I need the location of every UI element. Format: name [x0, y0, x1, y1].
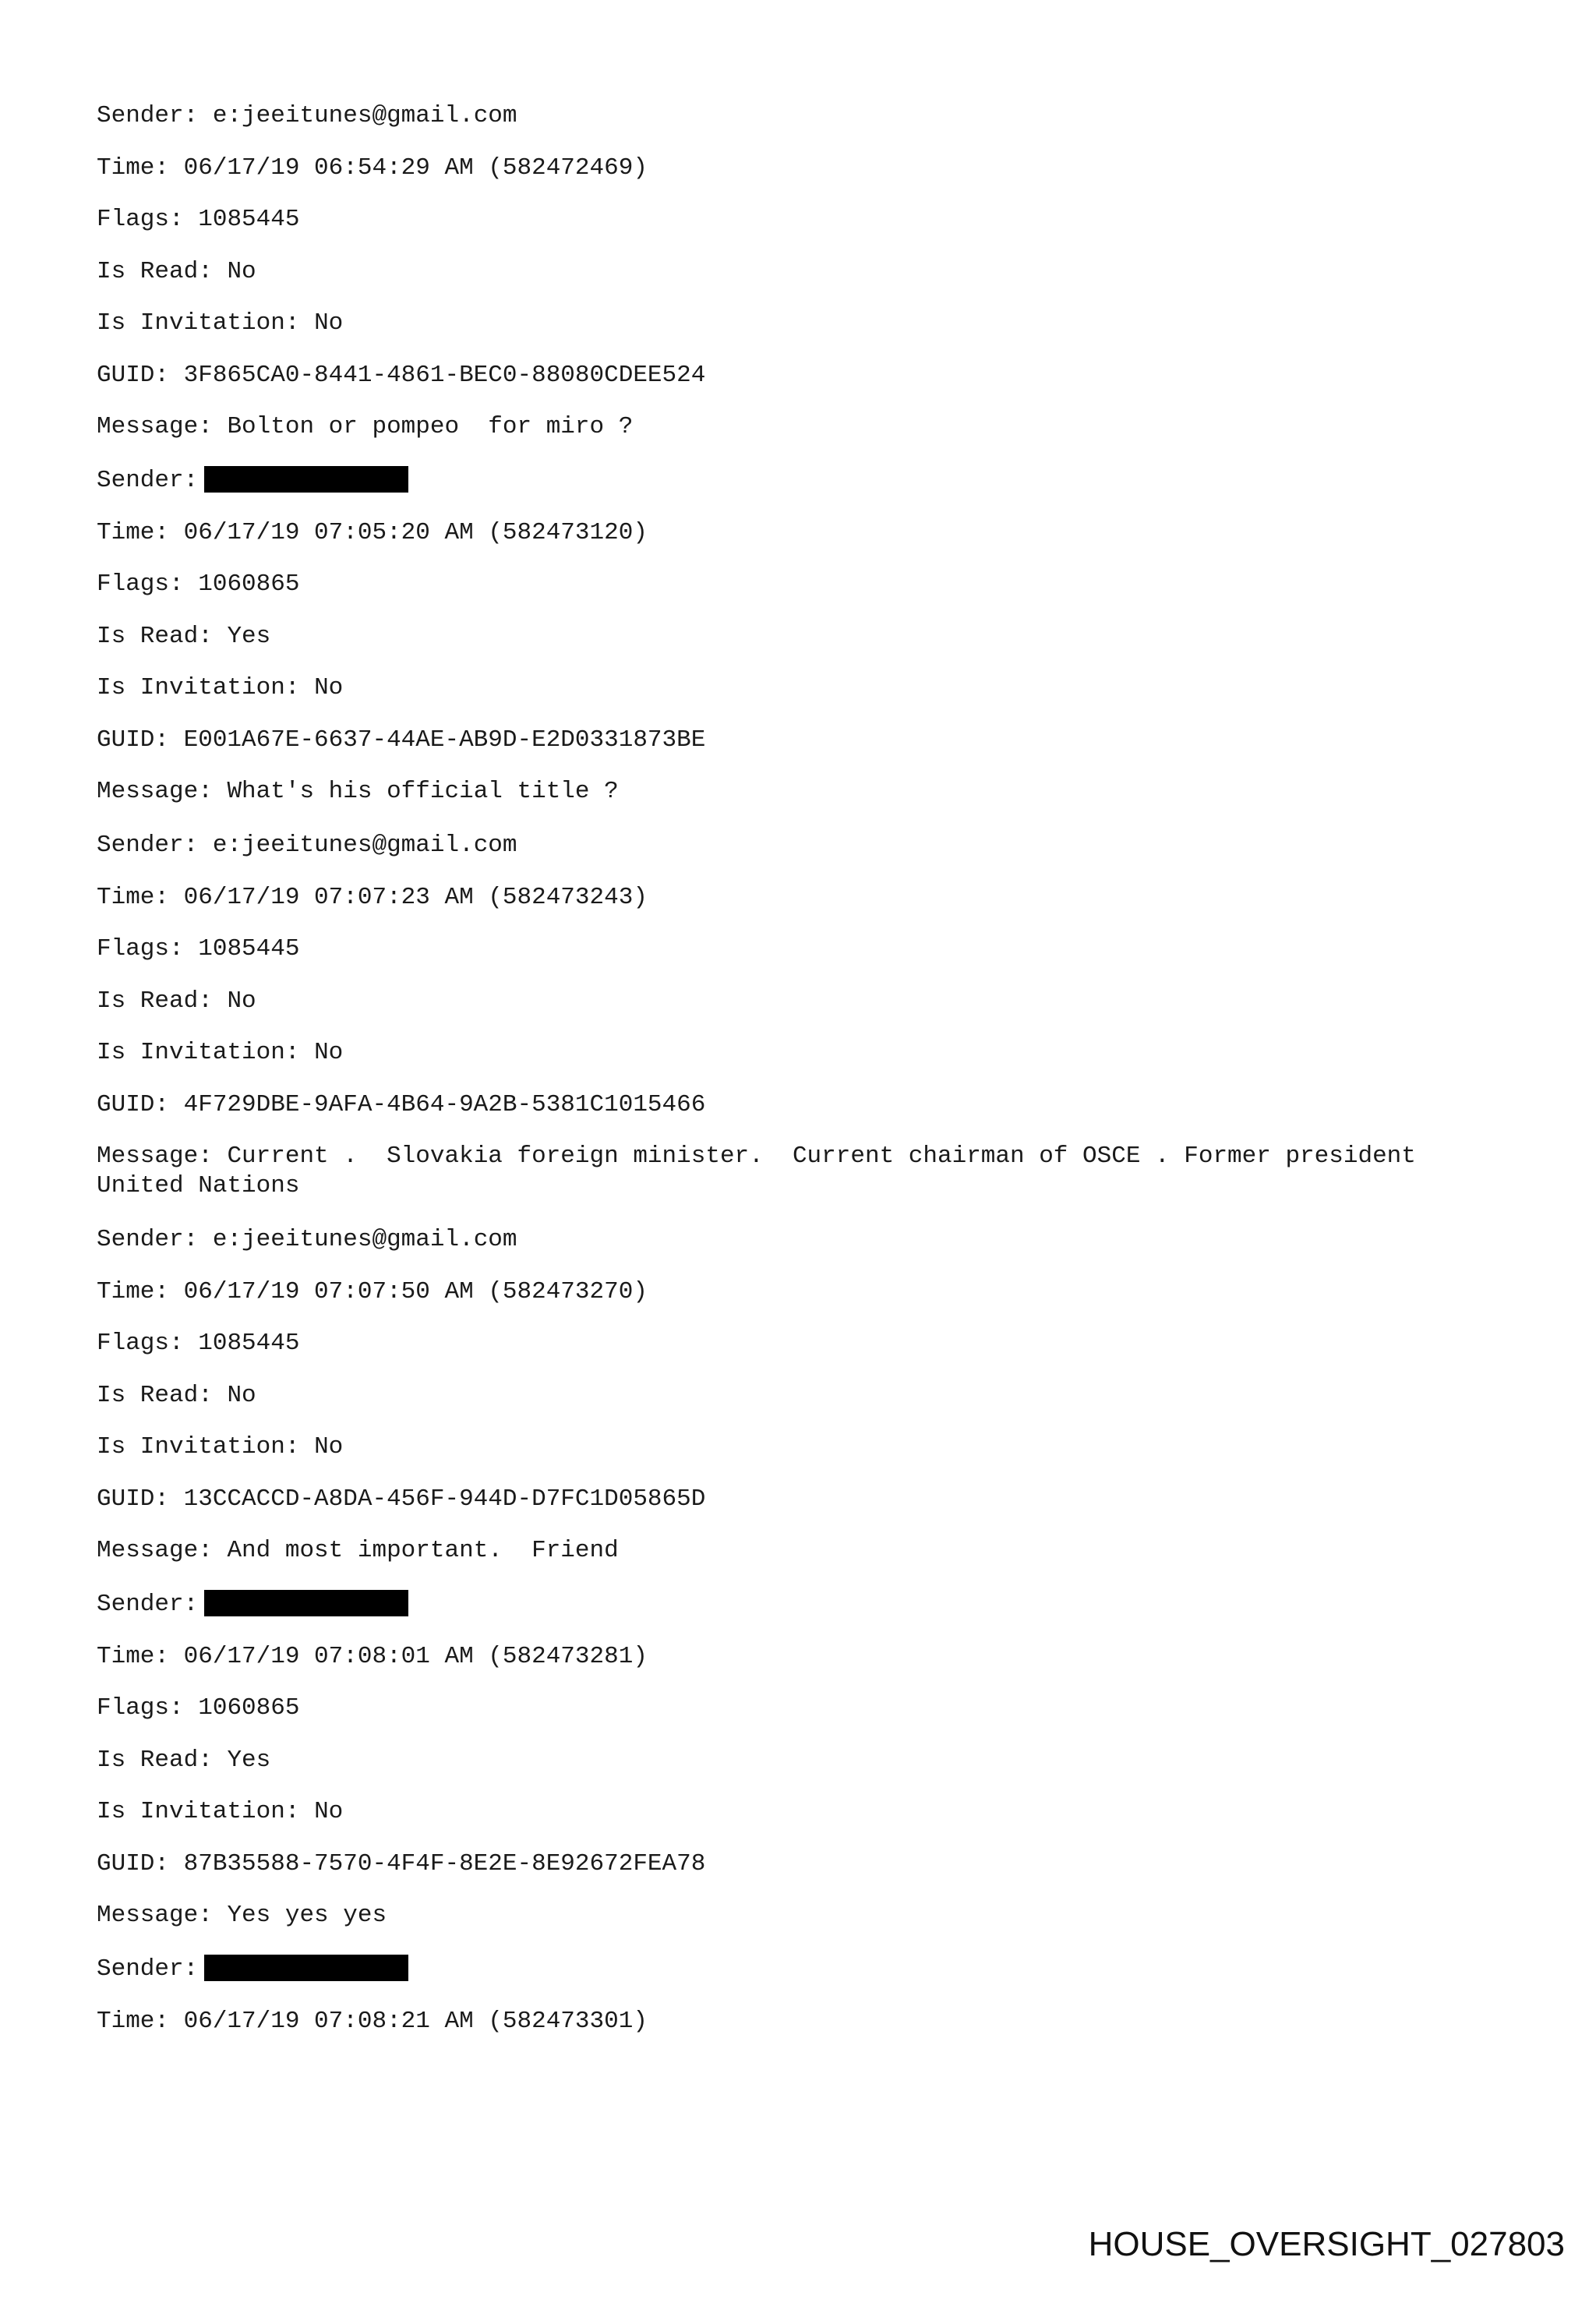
flags-line [97, 934, 1499, 964]
time-line [97, 518, 1499, 548]
message-line [97, 1536, 1421, 1566]
guid-line [97, 361, 1499, 390]
time-line [97, 1277, 1499, 1307]
is-read-label: Is Read: [97, 1746, 213, 1774]
is-read-value: Yes [227, 1746, 271, 1774]
guid-line [97, 1849, 1499, 1879]
message-value: Current . Slovakia foreign minister. Current chairman of OSCE . Former president United Nations [97, 1143, 1431, 1199]
message-value: What's his official title ? [227, 778, 619, 805]
guid-label: GUID: [97, 1090, 170, 1118]
time-line [97, 2007, 1499, 2036]
flags-value: 1085445 [198, 1330, 300, 1357]
guid-value: E001A67E-6637-44AE-AB9D-E2D0331873BE [183, 726, 706, 754]
is-read-label: Is Read: [97, 257, 213, 285]
sender-line [97, 1225, 1499, 1255]
flags-value: 1085445 [198, 206, 300, 233]
is-read-value: No [227, 987, 256, 1015]
guid-value: 3F865CA0-8441-4861-BEC0-88080CDEE524 [183, 361, 706, 389]
message-line [97, 777, 1421, 807]
sender-label: Sender: [97, 102, 199, 129]
message-record [97, 1225, 1499, 1566]
flags-label: Flags: [97, 570, 184, 598]
guid-value: 4F729DBE-9AFA-4B64-9A2B-5381C1015466 [183, 1090, 706, 1118]
sender-label: Sender: [97, 1591, 199, 1618]
flags-line [97, 1694, 1499, 1723]
is-invitation-value: No [314, 1433, 344, 1461]
flags-value: 1085445 [198, 935, 300, 963]
time-value: 06/17/19 07:08:01 AM (582473281) [183, 1642, 648, 1670]
time-value: 06/17/19 07:07:50 AM (582473270) [183, 1277, 648, 1305]
message-label: Message: [97, 1143, 213, 1170]
redaction-box [204, 1955, 408, 1981]
time-label: Time: [97, 1277, 170, 1305]
is-read-line [97, 987, 1499, 1016]
message-value: Yes yes yes [227, 1902, 387, 1929]
guid-label: GUID: [97, 1849, 170, 1877]
time-label: Time: [97, 883, 170, 911]
bates-number: HOUSE_OVERSIGHT_027803 [1088, 2225, 1565, 2263]
sender-label: Sender: [97, 1955, 199, 1983]
flags-value: 1060865 [198, 1694, 300, 1722]
is-read-value: No [227, 1381, 256, 1409]
is-read-label: Is Read: [97, 987, 213, 1015]
message-label: Message: [97, 778, 213, 805]
is-read-line [97, 622, 1499, 652]
flags-line [97, 1329, 1499, 1358]
flags-label: Flags: [97, 935, 184, 963]
message-record [97, 1955, 1499, 2036]
is-invitation-line [97, 673, 1499, 703]
time-label: Time: [97, 518, 170, 546]
time-line [97, 883, 1499, 913]
is-read-label: Is Read: [97, 1381, 213, 1409]
is-invitation-label: Is Invitation: [97, 309, 300, 337]
time-line [97, 154, 1499, 183]
message-label: Message: [97, 1902, 213, 1929]
sender-line [97, 1955, 1499, 1984]
sender-line [97, 101, 1499, 131]
is-invitation-label: Is Invitation: [97, 674, 300, 701]
flags-line [97, 205, 1499, 235]
sender-value: e:jeeitunes@gmail.com [212, 102, 517, 129]
time-value: 06/17/19 07:05:20 AM (582473120) [183, 518, 648, 546]
flags-line [97, 570, 1499, 599]
guid-line [97, 726, 1499, 755]
message-label: Message: [97, 413, 213, 440]
is-invitation-label: Is Invitation: [97, 1433, 300, 1461]
time-label: Time: [97, 1642, 170, 1670]
sender-line [97, 831, 1499, 860]
is-invitation-value: No [314, 1039, 344, 1066]
is-invitation-label: Is Invitation: [97, 1798, 300, 1825]
sender-label: Sender: [97, 832, 199, 859]
is-read-line [97, 257, 1499, 287]
sender-value: e:jeeitunes@gmail.com [212, 1226, 517, 1253]
sender-value: e:jeeitunes@gmail.com [212, 832, 517, 859]
message-value: And most important. Friend [227, 1537, 619, 1564]
message-log [97, 101, 1499, 2061]
redaction-box [204, 466, 408, 493]
is-invitation-line [97, 1432, 1499, 1462]
guid-label: GUID: [97, 726, 170, 754]
is-invitation-line [97, 309, 1499, 338]
guid-label: GUID: [97, 1485, 170, 1513]
guid-value: 13CCACCD-A8DA-456F-944D-D7FC1D05865D [183, 1485, 706, 1513]
flags-label: Flags: [97, 1694, 184, 1722]
is-read-label: Is Read: [97, 622, 213, 650]
time-value: 06/17/19 06:54:29 AM (582472469) [183, 154, 648, 182]
guid-value: 87B35588-7570-4F4F-8E2E-8E92672FEA78 [183, 1849, 706, 1877]
message-record [97, 466, 1499, 807]
is-read-value: No [227, 257, 256, 285]
is-read-line [97, 1381, 1499, 1411]
sender-line [97, 1590, 1499, 1620]
message-value: Bolton or pompeo for miro ? [227, 413, 634, 440]
guid-line [97, 1090, 1499, 1120]
message-record [97, 1590, 1499, 1930]
sender-label: Sender: [97, 1226, 199, 1253]
message-record [97, 101, 1499, 442]
message-record [97, 831, 1499, 1201]
is-invitation-label: Is Invitation: [97, 1039, 300, 1066]
is-read-line [97, 1746, 1499, 1775]
message-line [97, 412, 1421, 442]
flags-label: Flags: [97, 1330, 184, 1357]
time-label: Time: [97, 154, 170, 182]
time-label: Time: [97, 2007, 170, 2035]
sender-line [97, 466, 1499, 496]
time-value: 06/17/19 07:08:21 AM (582473301) [183, 2007, 648, 2035]
is-invitation-line [97, 1038, 1499, 1068]
flags-value: 1060865 [198, 570, 300, 598]
flags-label: Flags: [97, 206, 184, 233]
is-read-value: Yes [227, 622, 271, 650]
message-label: Message: [97, 1537, 213, 1564]
guid-line [97, 1485, 1499, 1514]
is-invitation-line [97, 1797, 1499, 1827]
redaction-box [204, 1590, 408, 1616]
is-invitation-value: No [314, 674, 344, 701]
guid-label: GUID: [97, 361, 170, 389]
is-invitation-value: No [314, 309, 344, 337]
message-line [97, 1901, 1421, 1930]
time-line [97, 1642, 1499, 1672]
message-line [97, 1142, 1431, 1201]
is-invitation-value: No [314, 1798, 344, 1825]
time-value: 06/17/19 07:07:23 AM (582473243) [183, 883, 648, 911]
sender-label: Sender: [97, 467, 199, 494]
